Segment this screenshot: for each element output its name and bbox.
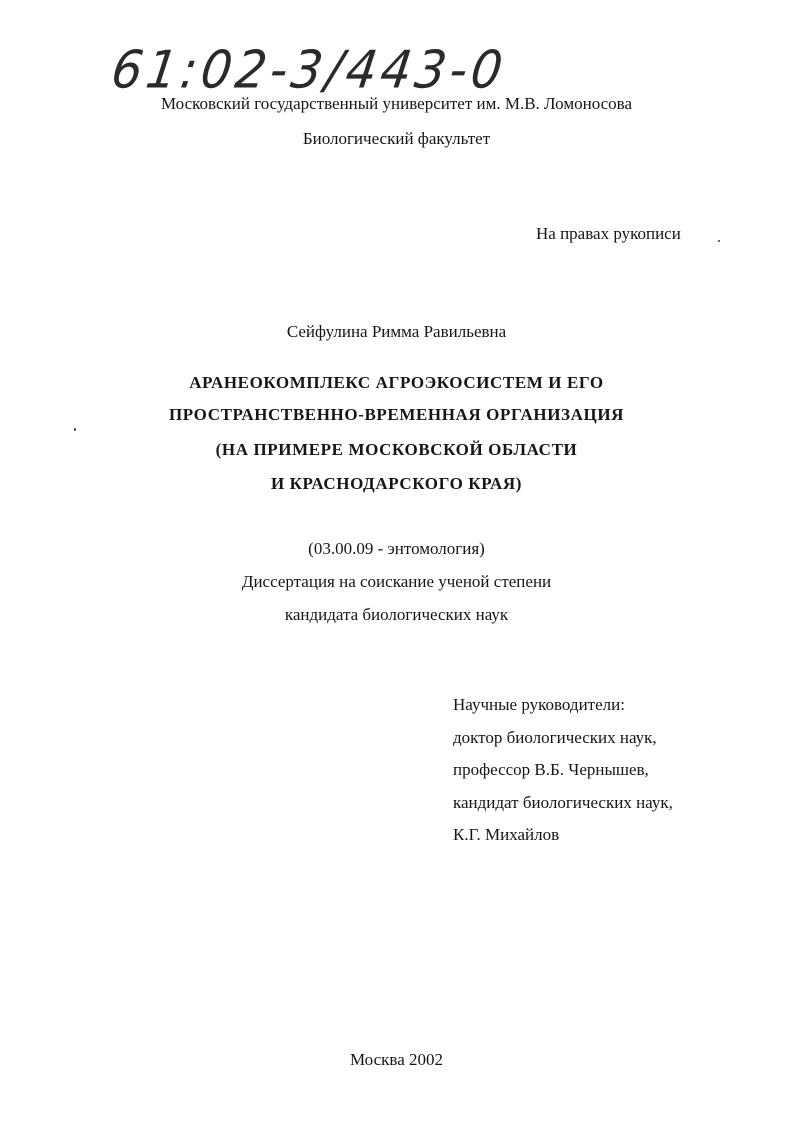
specialty-code: (03.00.09 - энтомология): [308, 539, 485, 558]
faculty-name: Биологический факультет: [302, 129, 491, 148]
dissertation-degree-field: кандидата биологических наук: [284, 605, 509, 624]
advisor-1-degree: доктор биологических наук,: [453, 727, 657, 747]
advisor-1-name: профессор В.Б. Чернышев,: [453, 760, 649, 779]
scan-speck: [718, 240, 720, 242]
author-name: Сейфулина Римма Равильевна: [286, 322, 507, 341]
manuscript-rights-note: На правах рукописи: [536, 224, 681, 243]
handwritten-code-text: 61:02-3/443-0: [107, 39, 511, 101]
title-line-1: АРАНЕОКОМПЛЕКС АГРОЭКОСИСТЕМ И ЕГО: [189, 373, 604, 392]
title-line-2: ПРОСТРАНСТВЕННО-ВРЕМЕННАЯ ОРГАНИЗАЦИЯ: [168, 405, 625, 424]
dissertation-degree-line: Диссертация на соискание ученой степени: [241, 572, 552, 591]
city-and-year: Москва 2002: [349, 1050, 444, 1069]
scientific-advisors: [453, 689, 773, 852]
university-name: Московский государственный университет им. М.В. Ломоносова: [160, 94, 633, 113]
advisors-heading: Научные руководители:: [453, 695, 625, 714]
advisor-2-degree: кандидат биологических наук,: [453, 792, 673, 812]
scan-speck: [74, 428, 76, 431]
title-line-3: (НА ПРИМЕРЕ МОСКОВСКОЙ ОБЛАСТИ: [215, 440, 578, 459]
advisor-2-name: К.Г. Михайлов: [453, 825, 560, 844]
title-line-4: И КРАСНОДАРСКОГО КРАЯ): [270, 474, 523, 493]
